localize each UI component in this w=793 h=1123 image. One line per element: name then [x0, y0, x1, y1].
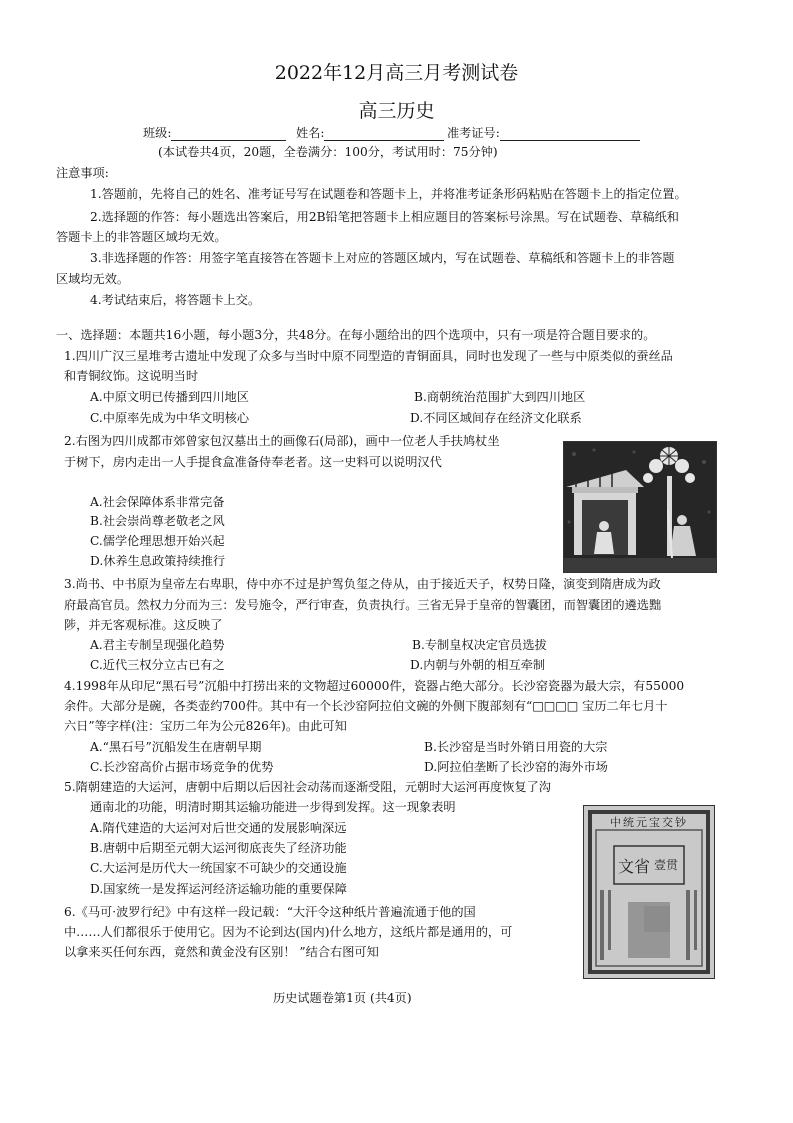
- q4-option-a: A.“黑石号”沉船发生在唐朝早期: [90, 740, 262, 754]
- note-2: 2.选择题的作答：每小题选出答案后，用2B铅笔把答题卡上相应题目的答案标号涂黑。写在试题卷、草稿纸和: [90, 210, 679, 224]
- ticket-label: 准考证号:: [447, 126, 500, 140]
- note-1: 1.答题前，先将自己的姓名、准考证号写在试题卷和答题卡上，并将准考证条形码粘贴在答题卡上的指定位置。: [90, 187, 687, 201]
- ticket-field: [447, 126, 640, 141]
- name-label: 姓名:: [296, 126, 325, 140]
- banknote-center-text: 文省: [618, 857, 651, 876]
- q2-option-d: D.休养生息政策持续推行: [90, 554, 226, 568]
- q2-option-b: B.社会崇尚尊老敬老之风: [90, 514, 225, 528]
- ticket-blank[interactable]: [500, 128, 640, 141]
- q6-stem-3: 以拿来买任何东西，竟然和黄金没有区别！ ”结合右图可知: [64, 945, 379, 959]
- q2-stem-2: 于树下，房内走出一人手提食盒准备侍奉老者。这一史料可以说明汉代: [64, 455, 442, 469]
- exam-subtitle: 高三历史: [358, 100, 435, 122]
- q6-stem-2: 中……人们都很乐于使用它。因为不论到达(国内)什么地方，这纸片都是通用的，可: [64, 925, 513, 939]
- q3-option-d: D.内朝与外朝的相互牵制: [410, 658, 546, 672]
- q5-stem-1: 5.隋朝建造的大运河，唐朝中后期以后因社会动荡而逐渐受阻，元朝时大运河再度恢复了沟: [64, 780, 551, 794]
- name-field: [296, 126, 444, 141]
- q5-option-a: A.隋代建造的大运河对后世交通的发展影响深远: [90, 821, 347, 835]
- note-3: 3.非选择题的作答：用签字笔直接答在答题卡上对应的答题区域内，写在试题卷、草稿纸和答题卡上的非答题: [90, 251, 675, 265]
- q5-stem-2: 通南北的功能，明清时期其运输功能进一步得到发挥。这一现象表明: [90, 800, 456, 814]
- q3-stem-3: 陟，并无客观标准。这反映了: [64, 618, 223, 632]
- q2-option-c: C.儒学伦理思想开始兴起: [90, 534, 225, 548]
- banknote-top-text: 中统元宝交钞: [610, 816, 688, 829]
- note-3-cont: 区域均无效。: [56, 272, 130, 286]
- q4-stem-2: 余件。大部分是碗，各类壶约700件。其中有一个长沙窑阿拉伯文碗的外侧下腹部刻有“□□□□ 宝历二年七月十: [64, 699, 668, 713]
- q3-stem-1: 3.尚书、中书原为皇帝左右卑职，侍中亦不过是护驾负玺之侍从，由于接近天子，权势日隆，演变到隋唐成为政: [64, 577, 661, 591]
- class-field: [143, 126, 286, 141]
- banknote-image: [583, 805, 715, 979]
- q1-option-d: D.不同区域间存在经济文化联系: [410, 411, 582, 425]
- q4-option-b: B.长沙窑是当时外销日用瓷的大宗: [424, 740, 608, 754]
- note-4: 4.考试结束后，将答题卡上交。: [90, 293, 261, 307]
- q6-stem-1: 6.《马可·波罗行纪》中有这样一段记载：“大汗令这种纸片普遍流通于他的国: [64, 905, 476, 919]
- q1-stem-1: 1.四川广汉三星堆考古遗址中发现了众多与当时中原不同型造的青铜面具，同时也发现了一些与中原类似的蚕丝品: [64, 349, 673, 363]
- q5-option-b: B.唐朝中后期至元朝大运河彻底丧失了经济功能: [90, 841, 347, 855]
- class-blank[interactable]: [171, 128, 286, 141]
- section-heading: 一、选择题：本题共16小题，每小题3分，共48分。在每小题给出的四个选项中，只有一项是符合题目要求的。: [56, 328, 656, 342]
- q3-option-c: C.近代三权分立古已有之: [90, 658, 225, 672]
- q4-stem-3: 六日”等字样(注：宝历二年为公元826年)。由此可知: [64, 719, 347, 733]
- q1-option-c: C.中原率先成为中华文明核心: [90, 411, 250, 425]
- note-2-cont: 答题卡上的非答题区域均无效。: [56, 230, 227, 244]
- exam-info: (本试卷共4页，20题，全卷满分：100分，考试用时：75分钟): [158, 145, 498, 159]
- q4-stem-1: 4.1998年从印尼“黑石号”沉船中打捞出来的文物超过60000件，瓷器占绝大部分。长沙窑瓷器为最大宗，有55000: [64, 679, 685, 693]
- q1-option-b: B.商朝统治范围扩大到四川地区: [414, 390, 586, 404]
- name-blank[interactable]: [324, 128, 444, 141]
- relief-image: [563, 441, 717, 573]
- q3-option-a: A.君主专制呈现强化趋势: [90, 638, 225, 652]
- q1-option-a: A.中原文明已传播到四川地区: [90, 390, 249, 404]
- q4-option-c: C.长沙窑高价占据市场竞争的优势: [90, 760, 274, 774]
- q5-option-c: C.大运河是历代大一统国家不可缺少的交通设施: [90, 861, 347, 875]
- q3-option-b: B.专制皇权决定官员选拔: [412, 638, 547, 652]
- q2-option-a: A.社会保障体系非常完备: [90, 495, 225, 509]
- page-footer: 历史试题卷第1页 (共4页): [273, 991, 412, 1005]
- q1-stem-2: 和青铜纹饰。这说明当时: [64, 369, 199, 383]
- q5-option-d: D.国家统一是发挥运河经济运输功能的重要保障: [90, 882, 347, 896]
- q3-stem-2: 府最高官员。然权力分而为三：发号施令，严行审查，负责执行。三省无异于皇帝的智囊团，而智囊团的遴选黜: [64, 598, 662, 612]
- class-label: 班级:: [143, 126, 172, 140]
- notes-heading: 注意事项:: [56, 166, 109, 180]
- q2-stem-1: 2.右图为四川成都市郊曾家包汉墓出土的画像石(局部)，画中一位老人手扶鸠杖坐: [64, 434, 500, 448]
- banknote-value-text: 壹贯: [654, 858, 679, 872]
- q4-option-d: D.阿拉伯垄断了长沙窑的海外市场: [424, 760, 608, 774]
- exam-title: 2022年12月高三月考测试卷: [274, 62, 519, 84]
